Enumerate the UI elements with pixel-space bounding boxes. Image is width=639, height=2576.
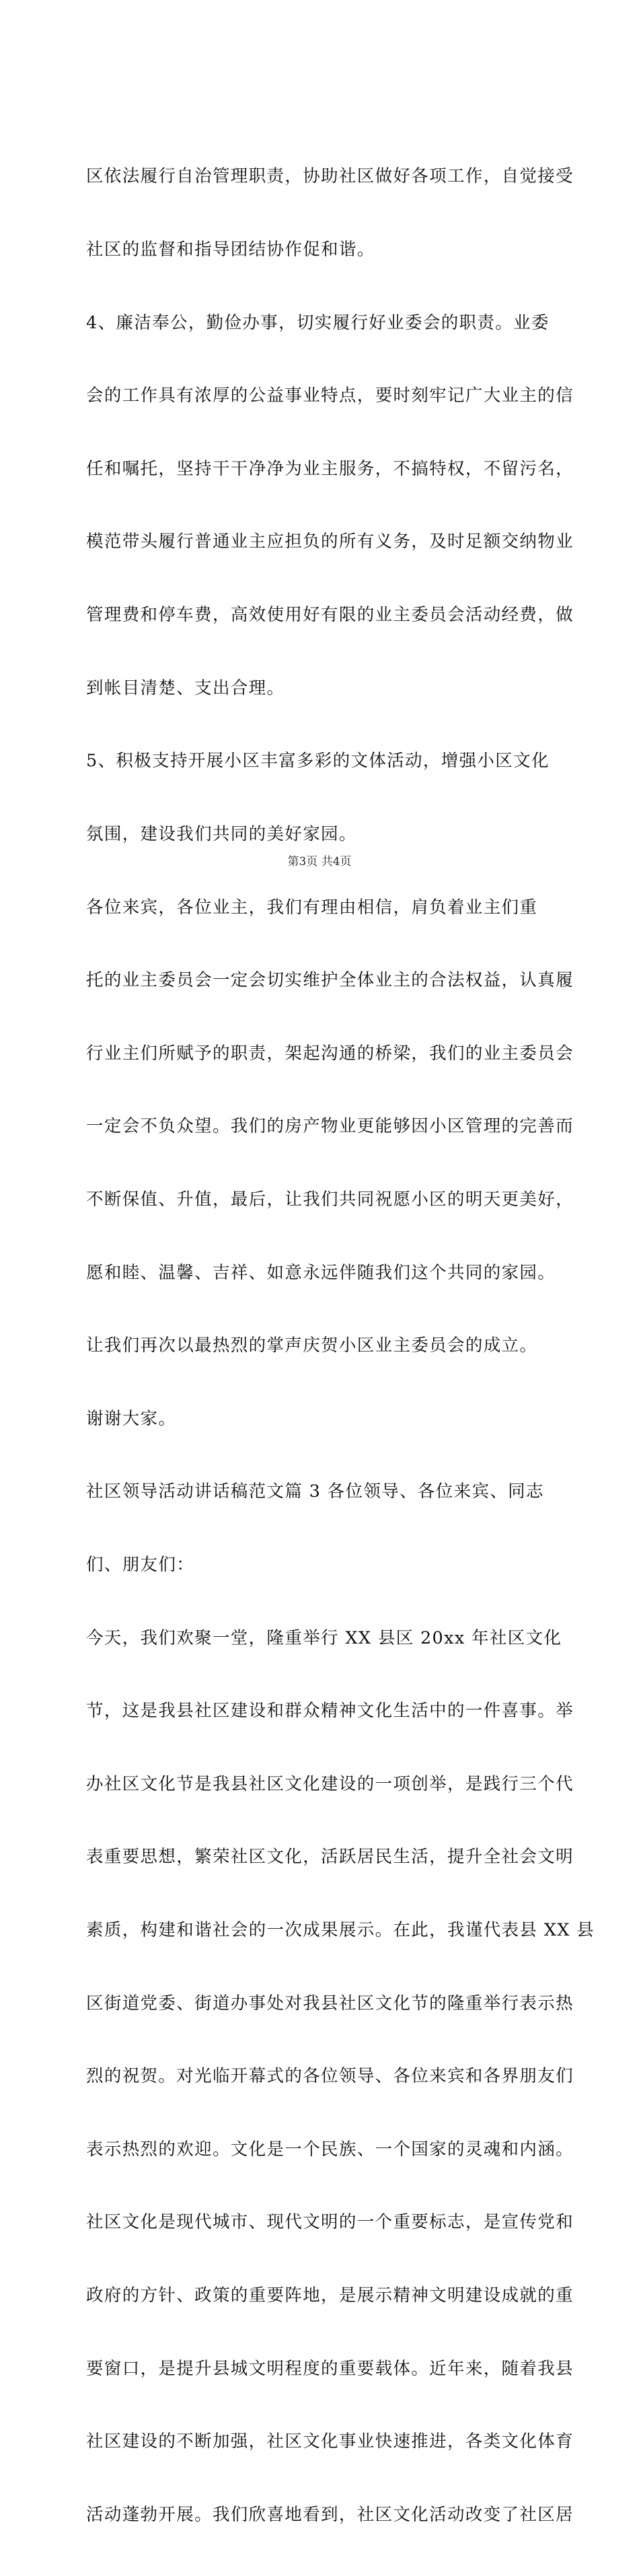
text-line: 一定会不负众望。我们的房产物业更能够因小区管理的完善而 <box>86 1116 574 1137</box>
page-number-footer: 第3页 共4页 <box>287 855 352 869</box>
text-line: 活动蓬勃开展。我们欣喜地看到，社区文化活动改变了社区居 <box>86 2504 574 2525</box>
text-line: 们、朋友们： <box>86 1554 195 1575</box>
text-line: 政府的方针、政策的重要阵地，是展示精神文明建设成就的重 <box>86 2285 574 2306</box>
text-line: 不断保值、升值，最后，让我们共同祝愿小区的明天更美好， <box>86 1189 574 1210</box>
text-line: 社区的监督和指导团结协作促和谐。 <box>86 240 375 260</box>
text-line: 到帐目清楚、支出合理。 <box>86 677 285 698</box>
text-line: 4、廉洁奉公，勤俭办事，切实履行好业委会的职责。业委 <box>86 312 550 333</box>
text-line: 今天，我们欢聚一堂，隆重举行 XX 县区 20xx 年社区文化 <box>86 1627 562 1648</box>
text-line: 任和嘱托，坚持干干净净为业主服务，不搞特权，不留污名， <box>86 458 574 479</box>
text-line: 托的业主委员会一定会切实维护全体业主的合法权益，认真履 <box>86 970 574 991</box>
text-line: 行业主们所赋予的职责，架起沟通的桥梁，我们的业主委员会 <box>86 1043 574 1064</box>
text-line: 愿和睦、温馨、吉祥、如意永远伴随我们这个共同的家园。 <box>86 1262 556 1283</box>
text-line: 5、积极支持开展小区丰富多彩的文体活动，增强小区文化 <box>86 751 550 772</box>
text-line: 氛围，建设我们共同的美好家园。 <box>86 823 357 844</box>
text-line: 社区建设的不断加强，社区文化事业快速推进，各类文化体育 <box>86 2431 574 2452</box>
text-line: 办社区文化节是我县社区文化建设的一项创举，是践行三个代 <box>86 1773 574 1794</box>
body-text <box>86 116 595 2576</box>
text-line: 区街道党委、街道办事处对我县社区文化节的隆重举行表示热 <box>86 1993 574 2014</box>
text-line: 让我们再次以最热烈的掌声庆贺小区业主委员会的成立。 <box>86 1335 538 1356</box>
text-line: 表示热烈的欢迎。文化是一个民族、一个国家的灵魂和内涵。 <box>86 2139 574 2160</box>
text-line: 烈的祝贺。对光临开幕式的各位领导、各位来宾和各界朋友们 <box>86 2066 574 2087</box>
text-line: 节，这是我县社区建设和群众精神文化生活中的一件喜事。举 <box>86 1701 574 1722</box>
text-line: 要窗口，是提升县城文明程度的重要载体。近年来，随着我县 <box>86 2358 574 2379</box>
text-line: 模范带头履行普通业主应担负的所有义务，及时足额交纳物业 <box>86 531 574 552</box>
text-line: 社区领导活动讲话稿范文篇 3 各位领导、各位来宾、同志 <box>86 1481 544 1502</box>
text-line: 管理费和停车费，高效使用好有限的业主委员会活动经费，做 <box>86 605 574 626</box>
text-line: 区依法履行自治管理职责，协助社区做好各项工作，自觉接受 <box>86 166 574 187</box>
text-line: 会的工作具有浓厚的公益事业特点，要时刻牢记广大业主的信 <box>86 385 574 406</box>
text-line: 素质，构建和谐社会的一次成果展示。在此，我谨代表县 XX 县 <box>86 1920 595 1941</box>
text-line: 社区文化是现代城市、现代文明的一个重要标志，是宣传党和 <box>86 2212 574 2233</box>
document-body <box>86 116 595 2576</box>
text-line: 表重要思想，繁荣社区文化，活跃居民生活，提升全社会文明 <box>86 1847 574 1868</box>
text-line: 谢谢大家。 <box>86 1408 177 1429</box>
text-line: 各位来宾，各位业主，我们有理由相信，肩负着业主们重 <box>86 897 538 918</box>
